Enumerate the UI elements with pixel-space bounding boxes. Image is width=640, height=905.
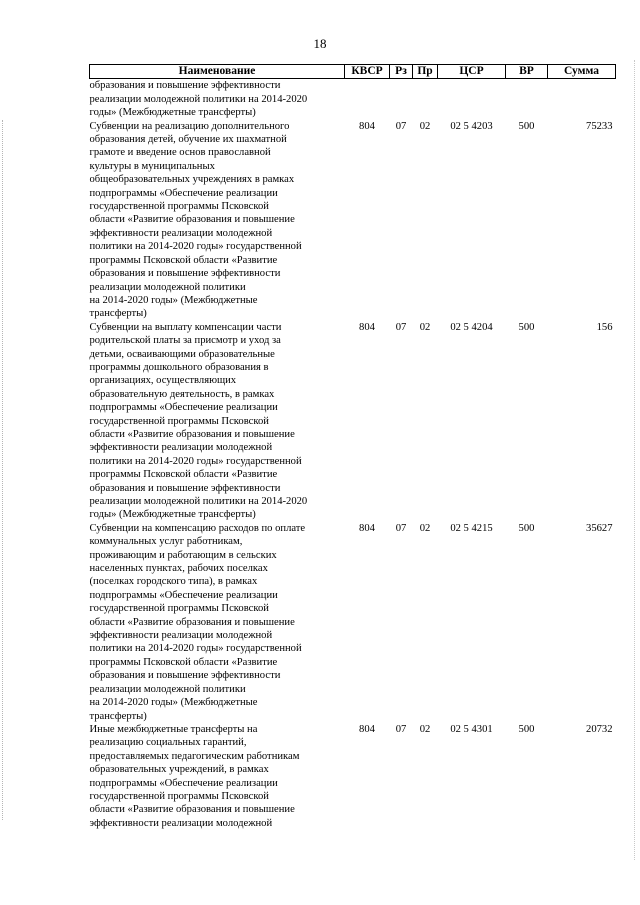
row-rz: 07: [395, 120, 407, 132]
table-row: [90, 723, 616, 830]
header-kvsr: КВСР: [345, 65, 390, 79]
row-vr: [506, 79, 548, 120]
row-name: Субвенции на выплату компенсации части родительской платы за присмотр и уход за детьми, осваивающими образовательные программы дошкольного образования в организациях, осуществляющих образовательную деятельность, в рамках подпрограммы «Обеспечение реализации государственной программы Псковской области «Развитие образования и повышение эффективности реализации молодежной политики на 2014-2020 годы» государственной программы Псковской области «Развитие образования и повышение эффективности реализации молодежной политики на 2014-2020 годы» (Межбюджетные трансферты): [89, 321, 308, 521]
row-kvsr: 804: [359, 321, 375, 333]
row-csr: 02 5 4203: [450, 120, 493, 132]
row-vr: 500: [518, 723, 535, 735]
table-header-row: [90, 65, 616, 79]
row-vr: 500: [518, 120, 535, 132]
table-row: [90, 321, 616, 522]
row-kvsr: 804: [359, 120, 375, 132]
row-sum: [548, 79, 616, 120]
header-rz: Рз: [390, 65, 413, 79]
row-pr: 02: [419, 120, 431, 132]
row-vr: 500: [518, 321, 535, 333]
budget-table: [89, 64, 616, 830]
row-csr: [438, 79, 506, 120]
header-pr: Пр: [413, 65, 438, 79]
header-sum: Сумма: [548, 65, 616, 79]
row-kvsr: 804: [359, 723, 375, 735]
right-scan-edge: [634, 60, 636, 860]
row-sum: 75233: [586, 120, 613, 132]
row-name: Субвенции на реализацию дополнительного образования детей, обучение их шахматной грамоте и введение основ православной культуры в муниципальных общеобразовательных учреждениях в рамках подпрограммы «Обеспечение реализации государственной программы Псковской области «Развитие образования и повышение эффективности реализации молодежной политики на 2014-2020 годы» государственной программы Псковской области «Развитие образования и повышение эффективности реализации молодежной политики на 2014-2020 годы» (Межбюджетные трансферты): [89, 120, 302, 320]
row-csr: 02 5 4215: [450, 522, 493, 534]
table-row: [90, 522, 616, 723]
row-rz: [390, 79, 413, 120]
row-name: Иные межбюджетные трансферты на реализацию социальных гарантий, предоставляемых педагогическим работникам образовательных учреждений, в рамках подпрограммы «Обеспечение реализации государственной программы Псковской области «Развитие образования и повышение эффективности реализации молодежной: [89, 723, 300, 829]
row-rz: 07: [395, 522, 407, 534]
row-kvsr: 804: [359, 522, 375, 534]
header-csr: ЦСР: [438, 65, 506, 79]
page-number: 18: [313, 36, 327, 51]
table-row: [90, 79, 616, 120]
row-sum: 156: [596, 321, 613, 333]
row-pr: [413, 79, 438, 120]
row-sum: 35627: [586, 522, 613, 534]
row-name: образования и повышение эффективности реализации молодежной политики на 2014-2020 годы» (Межбюджетные трансферты): [89, 80, 308, 119]
row-pr: 02: [419, 522, 431, 534]
row-csr: 02 5 4301: [450, 723, 493, 735]
row-csr: 02 5 4204: [450, 321, 493, 333]
row-kvsr: [345, 79, 390, 120]
header-name: Наименование: [90, 65, 345, 79]
row-vr: 500: [518, 522, 535, 534]
row-pr: 02: [419, 321, 431, 333]
row-rz: 07: [395, 723, 407, 735]
header-vr: ВР: [506, 65, 548, 79]
row-rz: 07: [395, 321, 407, 333]
table-row: [90, 120, 616, 321]
row-pr: 02: [419, 723, 431, 735]
row-name: Субвенции на компенсацию расходов по оплате коммунальных услуг работникам, проживающим и работающим в сельских населенных пунктах, рабочих поселках (поселках городского типа), в рамках подпрограммы «Обеспечение реализации государственной программы Псковской области «Развитие образования и повышение эффективности реализации молодежной политики на 2014-2020 годы» государственной программы Псковской области «Развитие образования и повышение эффективности реализации молодежной политики на 2014-2020 годы» (Межбюджетные трансферты): [89, 522, 306, 722]
left-scan-edge: [2, 120, 4, 820]
row-sum: 20732: [586, 723, 613, 735]
